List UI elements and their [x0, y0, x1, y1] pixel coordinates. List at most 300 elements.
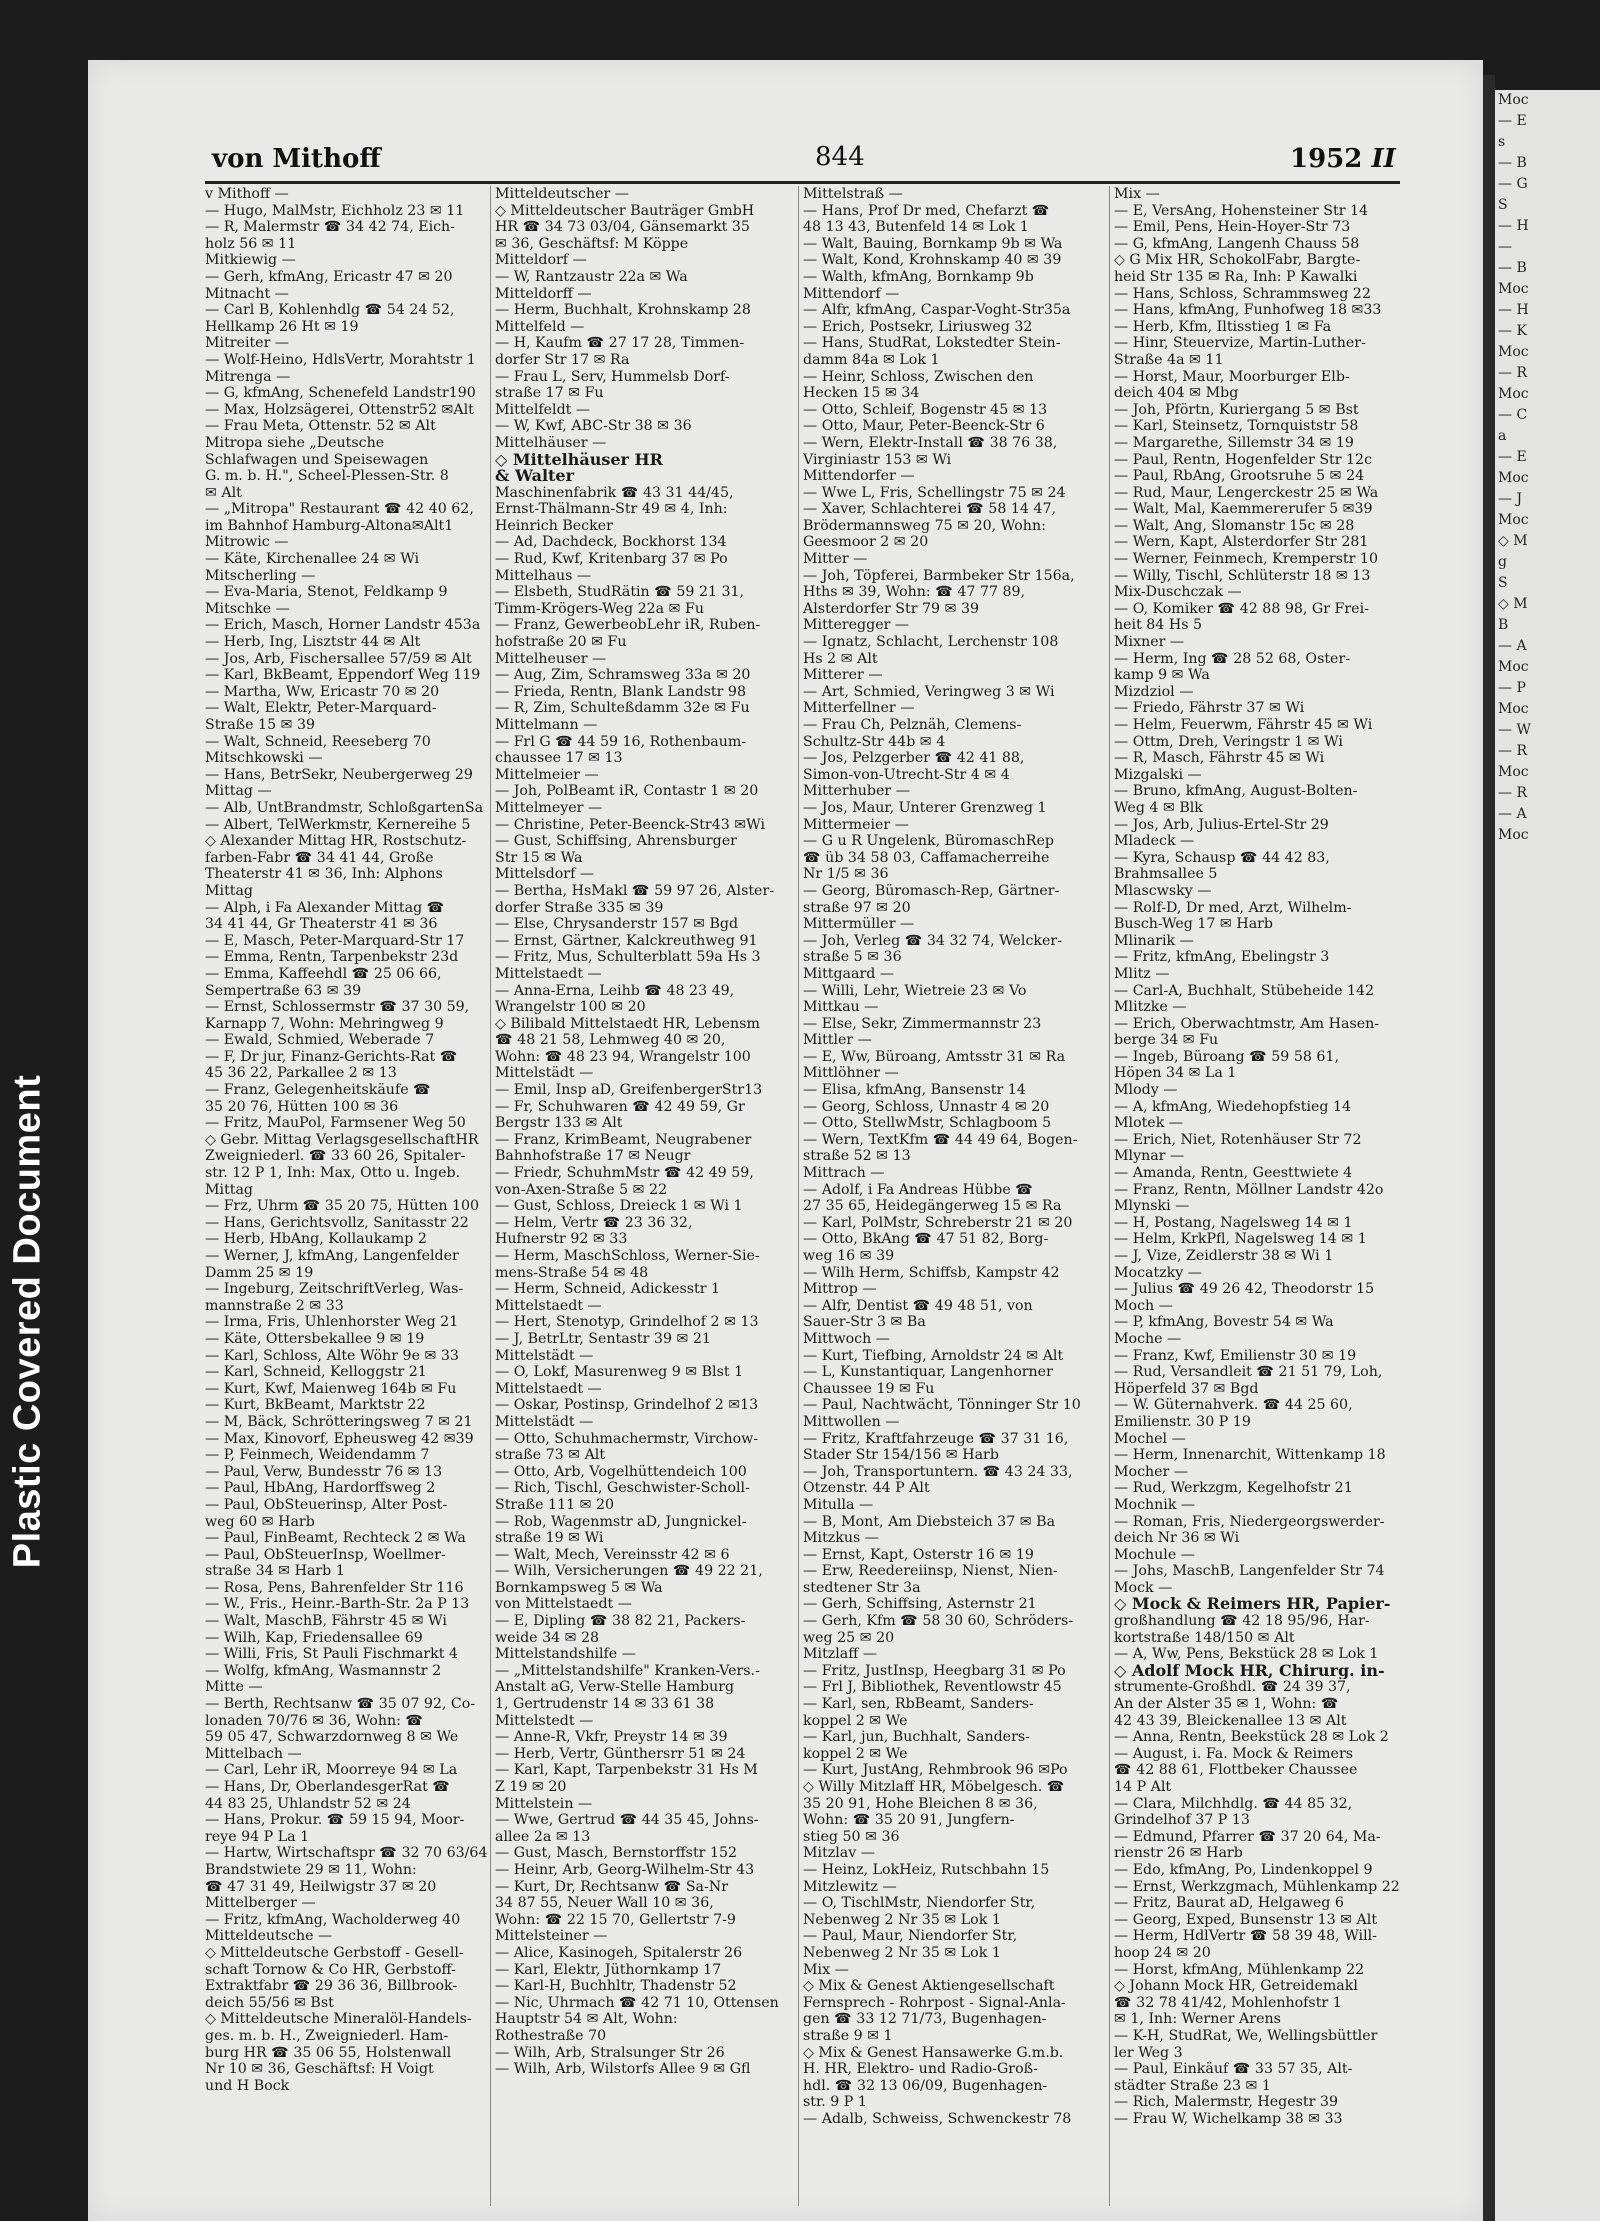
- directory-entry-line: — Heinr, Schloss, Zwischen den: [803, 368, 1034, 385]
- directory-entry-line: deich Nr 36 ✉ Wi: [1114, 1530, 1240, 1547]
- directory-entry-line: — Karl, sen, RbBeamt, Sanders-: [803, 1696, 1034, 1713]
- directory-entry-line: Mitnacht —: [205, 285, 289, 302]
- directory-entry-line: H. HR, Elektro- und Radio-Groß-: [803, 2061, 1038, 2078]
- directory-entry-line: — Gust, Masch, Bernstorffstr 152: [495, 1845, 738, 1862]
- directory-entry-line: Mizdziol —: [1114, 683, 1194, 700]
- directory-entry-line: — Amanda, Rentn, Geesttwiete 4: [1114, 1165, 1353, 1182]
- directory-entry-line: — Herb, HbAng, Kollaukamp 2: [205, 1231, 427, 1248]
- directory-entry-line: — Fr, Schuhwaren ☎ 42 49 59, Gr: [495, 1098, 745, 1115]
- directory-entry-line: — E, VersAng, Hohensteiner Str 14: [1114, 202, 1369, 219]
- directory-entry-line: Mocher —: [1114, 1463, 1189, 1480]
- directory-entry-line: hofstraße 20 ✉ Fu: [495, 634, 627, 651]
- side-label: [0, 920, 50, 1720]
- directory-entry-line: — Horst, kfmAng, Mühlenkamp 22: [1114, 1961, 1365, 1978]
- directory-entry-line: — Herm, Schneid, Adickesstr 1: [495, 1281, 721, 1298]
- directory-entry-line: — Erich, Postsekr, Liriusweg 32: [803, 318, 1033, 335]
- directory-entry-line: — Herb, Kfm, Iltisstieg 1 ✉ Fa: [1114, 318, 1332, 335]
- directory-entry-line: Mittrach —: [803, 1165, 885, 1182]
- directory-entry-line: ☎ 42 88 61, Flottbeker Chaussee: [1114, 1762, 1358, 1779]
- directory-entry-line: — G, kfmAng, Schenefeld Landstr190: [205, 385, 476, 402]
- directory-entry-line: im Bahnhof Hamburg-Altona✉Alt1: [205, 517, 454, 534]
- directory-entry-line: straße 19 ✉ Wi: [495, 1530, 604, 1547]
- directory-entry-line: — Max, Kinovorf, Epheusweg 42 ✉39: [205, 1430, 474, 1447]
- directory-entry-line: — Paul, Einkäuf ☎ 33 57 35, Alt-: [1114, 2061, 1353, 2078]
- directory-entry-line: Mizgalski —: [1114, 766, 1202, 783]
- directory-entry-line: Mittelfeld —: [495, 318, 585, 335]
- directory-entry-line: Mittelhäuser —: [495, 434, 607, 451]
- directory-entry-line: Mittler —: [803, 1032, 872, 1049]
- directory-entry-line: Str 15 ✉ Wa: [495, 849, 583, 866]
- directory-entry-line: — Walt, Schneid, Reeseberg 70: [205, 733, 431, 750]
- directory-entry-line: — Ernst, Werkzgmach, Mühlenkamp 22: [1114, 1878, 1400, 1895]
- directory-entry-line: — Ignatz, Schlacht, Lerchenstr 108: [803, 634, 1059, 651]
- directory-entry-line: weg 16 ✉ 39: [803, 1248, 895, 1264]
- next-page-fragment: — P: [1498, 680, 1526, 696]
- column-divider: [798, 186, 799, 2206]
- directory-entry-line: Chaussee 19 ✉ Fu: [803, 1380, 935, 1397]
- directory-entry-line: — Fritz, Mus, Schulterblatt 59a Hs 3: [495, 949, 761, 966]
- directory-entry-line: weide 34 ✉ 28: [495, 1629, 600, 1646]
- directory-entry-line: Mittendorf —: [803, 285, 900, 302]
- directory-entry-line: Mittelbach —: [205, 1745, 302, 1762]
- directory-entry-line: — Ewald, Schmied, Weberade 7: [205, 1032, 435, 1049]
- directory-entry-line: — Anna, Rentn, Beekstück 28 ✉ Lok 2: [1114, 1729, 1389, 1746]
- directory-entry-line: — August, i. Fa. Mock & Reimers: [1114, 1745, 1354, 1762]
- directory-entry-line: — Fritz, MauPol, Farmsener Weg 50: [205, 1115, 466, 1132]
- directory-entry-line: — Heinr, Arb, Georg-Wilhelm-Str 43: [495, 1861, 755, 1878]
- directory-entry-line: Mittag: [205, 1181, 254, 1198]
- directory-entry-line: — Frau L, Serv, Hummelsb Dorf-: [495, 368, 730, 385]
- directory-entry-line: Mittermeier —: [803, 816, 909, 833]
- directory-entry-line: — Otto, Arb, Vogelhüttendeich 100: [495, 1463, 747, 1480]
- directory-entry-line: Mitzlaff —: [803, 1646, 878, 1663]
- directory-entry-line: — Franz, Kwf, Emilienstr 30 ✉ 19: [1114, 1347, 1357, 1364]
- directory-entry-line: Mitkiewig —: [205, 252, 296, 269]
- directory-entry-line: — Otto, StellwMstr, Schlagboom 5: [803, 1115, 1052, 1132]
- directory-entry-line: — Kurt, Kwf, Maienweg 164b ✉ Fu: [205, 1380, 457, 1397]
- directory-entry-line: großhandlung ☎ 42 18 95/96, Har-: [1114, 1613, 1370, 1630]
- directory-entry-line: Heinrich Becker: [495, 517, 613, 534]
- directory-entry-line: städter Straße 23 ✉ 1: [1114, 2077, 1271, 2094]
- next-page-fragment: ◇ M: [1498, 533, 1528, 549]
- directory-entry-line: — Karl, BkBeamt, Eppendorf Weg 119: [205, 667, 481, 684]
- directory-entry-line: — Wern, Kapt, Alsterdorfer Str 281: [1114, 534, 1369, 551]
- directory-entry-line: straße 34 ✉ Harb 1: [205, 1563, 345, 1580]
- directory-entry-line: Mittelstaedt —: [495, 1380, 602, 1397]
- directory-entry-line: — Adolf, i Fa Andreas Hübbe ☎: [803, 1181, 1033, 1198]
- directory-entry-line: — H, Postang, Nagelsweg 14 ✉ 1: [1114, 1214, 1353, 1231]
- directory-entry-line: Mittelstein —: [495, 1795, 593, 1812]
- directory-entry-line: reye 94 P La 1: [205, 1828, 310, 1845]
- directory-entry-line: straße 52 ✉ 13: [803, 1148, 911, 1165]
- directory-entry-line: Mittelstandshilfe —: [495, 1646, 636, 1663]
- next-page-fragment: g: [1498, 554, 1507, 570]
- directory-entry-line: — Ingeb, Büroang ☎ 59 58 61,: [1114, 1048, 1339, 1065]
- directory-entry-line: — Fritz, kfmAng, Ebelingstr 3: [1114, 949, 1330, 966]
- directory-entry-line: Bornkampsweg 5 ✉ Wa: [495, 1579, 663, 1596]
- directory-entry-line: damm 84a ✉ Lok 1: [803, 351, 940, 368]
- directory-entry-line: — Elsbeth, StudRätin ☎ 59 21 31,: [495, 584, 745, 601]
- directory-entry-line: — Herm, Ing ☎ 28 52 68, Oster-: [1114, 650, 1351, 667]
- directory-entry-line: 45 36 22, Parkallee 2 ✉ 13: [205, 1065, 397, 1082]
- directory-entry-line: — Margarethe, Sillemstr 34 ✉ 19: [1114, 434, 1354, 451]
- directory-entry-line: deich 404 ✉ Mbg: [1114, 385, 1239, 402]
- directory-entry-line: — Otto, Maur, Peter-Beenck-Str 6: [803, 418, 1045, 435]
- directory-entry-line: Zweigniederl. ☎ 33 60 26, Spitaler-: [205, 1148, 466, 1165]
- directory-entry-line: — Frau W, Wichelkamp 38 ✉ 33: [1114, 2110, 1343, 2127]
- directory-entry-line: ✉ Alt: [205, 484, 242, 501]
- directory-entry-line: dorfer Straße 335 ✉ 39: [495, 899, 664, 916]
- directory-entry-line: — Alph, i Fa Alexander Mittag ☎: [205, 899, 445, 916]
- directory-entry-line: Ernst-Thälmann-Str 49 ✉ 4, Inh:: [495, 501, 728, 518]
- directory-entry-line: — Karl, Schloss, Alte Wöhr 9e ✉ 33: [205, 1347, 459, 1364]
- directory-entry-line: — O, Lokf, Masurenweg 9 ✉ Blst 1: [495, 1364, 744, 1381]
- directory-entry-line: — Fritz, Kraftfahrzeuge ☎ 37 31 16,: [803, 1430, 1069, 1447]
- directory-entry-line: — Ad, Dachdeck, Bockhorst 134: [495, 534, 727, 551]
- directory-entry-line: — Else, Sekr, Zimmermannstr 23: [803, 1015, 1042, 1032]
- directory-entry-line: — Wwe L, Fris, Schellingstr 75 ✉ 24: [803, 484, 1066, 501]
- directory-entry-line: — Willi, Lehr, Wietreie 23 ✉ Vo: [803, 982, 1027, 999]
- directory-entry-line: Höperfeld 37 ✉ Bgd: [1114, 1380, 1259, 1397]
- directory-entry-line: — Jos, Arb, Fischersallee 57/59 ✉ Alt: [205, 650, 472, 667]
- directory-entry-line: Mitschkowski —: [205, 750, 323, 767]
- directory-entry-line: Emilienstr. 30 P 19: [1114, 1413, 1251, 1430]
- directory-entry-line: straße 17 ✉ Fu: [495, 385, 604, 402]
- directory-entry-line: ◇ Gebr. Mittag VerlagsgesellschaftHR: [205, 1131, 479, 1148]
- directory-entry-line: Mix —: [803, 1961, 849, 1978]
- directory-entry-line: — E, Masch, Peter-Marquard-Str 17: [205, 932, 465, 949]
- directory-entry-line: — Walt, MaschB, Fährstr 45 ✉ Wi: [205, 1613, 447, 1630]
- directory-entry-line: Mittelfeldt —: [495, 401, 591, 418]
- directory-entry-line: 44 83 25, Uhlandstr 52 ✉ 24: [205, 1795, 411, 1812]
- directory-entry-line: — Käte, Ottersbekallee 9 ✉ 19: [205, 1330, 425, 1347]
- directory-entry-line: — Gerh, kfmAng, Ericastr 47 ✉ 20: [205, 268, 453, 285]
- directory-entry-line: — J, Vize, Zeidlerstr 38 ✉ Wi 1: [1114, 1248, 1334, 1264]
- directory-entry-line: stedtener Str 3a: [803, 1579, 921, 1596]
- directory-entry-line: ◇ Mitteldeutscher Bauträger GmbH: [495, 202, 755, 219]
- directory-entry-line: Maschinenfabrik ☎ 43 31 44/45,: [495, 484, 734, 501]
- directory-entry-line: — Franz, Rentn, Möllner Landstr 42o: [1114, 1181, 1384, 1198]
- directory-entry-line: Mittkau —: [803, 999, 879, 1016]
- directory-entry-line: — G, kfmAng, Langenh Chauss 58: [1114, 235, 1360, 252]
- directory-entry-line: Brandstwiete 29 ✉ 11, Wohn:: [205, 1861, 417, 1878]
- directory-entry-line: — Franz, GewerbeobLehr iR, Ruben-: [495, 617, 761, 634]
- directory-entry-line: ◇ Alexander Mittag HR, Rostschutz-: [205, 833, 467, 850]
- next-page-fragment: — R: [1498, 365, 1527, 381]
- directory-entry-line: ✉ 1, Inh: Werner Arens: [1114, 2011, 1281, 2028]
- directory-entry-line: — Fritz, kfmAng, Wacholderweg 40: [205, 1911, 461, 1928]
- directory-entry-line: — Edo, kfmAng, Po, Lindenkoppel 9: [1114, 1861, 1373, 1878]
- directory-entry-line: — Wolfg, kfmAng, Wasmannstr 2: [205, 1662, 442, 1679]
- directory-entry-line: weg 60 ✉ Harb: [205, 1513, 315, 1530]
- directory-entry-line: 35 20 91, Hohe Bleichen 8 ✉ 36,: [803, 1795, 1038, 1812]
- next-page-fragment: Moc: [1498, 827, 1529, 843]
- next-page-fragment: — W: [1498, 722, 1531, 738]
- page-number: 844: [815, 142, 865, 172]
- directory-entry-line: — R, Zim, Schulteßdamm 32e ✉ Fu: [495, 700, 750, 717]
- directory-entry-line: 34 87 55, Neuer Wall 10 ✉ 36,: [495, 1895, 714, 1912]
- next-page-fragment: Moc: [1498, 386, 1529, 402]
- directory-entry-line: Mittag —: [205, 783, 272, 800]
- directory-entry-line: — Joh, Verleg ☎ 34 32 74, Welcker-: [803, 932, 1062, 949]
- directory-entry-line: Brahmsallee 5: [1114, 866, 1218, 883]
- directory-entry-line: — Nic, Uhrmach ☎ 42 71 10, Ottensen: [495, 1994, 779, 2011]
- directory-entry-line: berge 34 ✉ Fu: [1114, 1032, 1219, 1049]
- directory-entry-line: — Franz, KrimBeamt, Neugrabener: [495, 1131, 752, 1148]
- directory-entry-line: — Wilh, Arb, Stralsunger Str 26: [495, 2044, 725, 2061]
- directory-entry-line: heid Str 135 ✉ Ra, Inh: P Kawalki: [1114, 268, 1358, 285]
- directory-entry-line: & Walter: [495, 468, 575, 485]
- directory-entry-line: Straße 111 ✉ 20: [495, 1496, 615, 1513]
- next-page-fragment: Moc: [1498, 92, 1529, 108]
- directory-entry-line: chaussee 17 ✉ 13: [495, 750, 623, 767]
- directory-entry-line: — Joh, PolBeamt iR, Contastr 1 ✉ 20: [495, 783, 759, 800]
- directory-entry-line: rienstr 26 ✉ Harb: [1114, 1845, 1243, 1862]
- directory-entry-line: Karnapp 7, Wohn: Mehringweg 9: [205, 1015, 444, 1032]
- directory-entry-line: hdl. ☎ 32 13 06/09, Bugenhagen-: [803, 2077, 1048, 2094]
- directory-entry-line: — K-H, StudRat, We, Wellingsbüttler: [1114, 2027, 1378, 2044]
- directory-column-2: [495, 186, 795, 2216]
- directory-entry-line: — Kurt, Tiefbing, Arnoldstr 24 ✉ Alt: [803, 1347, 1064, 1364]
- directory-entry-line: Moch —: [1114, 1297, 1173, 1314]
- directory-entry-line: — Hans, Prof Dr med, Chefarzt ☎: [803, 202, 1050, 219]
- book-gutter: [1483, 75, 1495, 2221]
- directory-entry-line: ☎ 32 78 41/42, Mohlenhofstr 1: [1114, 1994, 1342, 2011]
- directory-entry-line: 34 41 44, Gr Theaterstr 41 ✉ 36: [205, 916, 438, 933]
- directory-entry-line: — Carl, Lehr iR, Moorreye 94 ✉ La: [205, 1762, 458, 1779]
- directory-entry-line: — Bruno, kfmAng, August-Bolten-: [1114, 783, 1358, 800]
- next-page-fragment: — R: [1498, 743, 1527, 759]
- directory-entry-line: — Rich, Malermstr, Hegestr 39: [1114, 2094, 1338, 2111]
- directory-entry-line: — Johs, MaschB, Langenfelder Str 74: [1114, 1563, 1385, 1580]
- directory-entry-line: — Friedo, Fährstr 37 ✉ Wi: [1114, 700, 1305, 717]
- directory-entry-line: Theaterstr 41 ✉ 36, Inh: Alphons: [205, 866, 443, 883]
- directory-entry-line: — Carl-A, Buchhalt, Stübeheide 142: [1114, 982, 1375, 999]
- directory-entry-line: — Hans, BetrSekr, Neubergerweg 29: [205, 766, 473, 783]
- directory-entry-line: Mix —: [1114, 186, 1160, 202]
- directory-entry-line: Mitteldorff —: [495, 285, 592, 302]
- directory-entry-line: Nebenweg 2 Nr 35 ✉ Lok 1: [803, 1944, 1001, 1961]
- directory-entry-line: str. 12 P 1, Inh: Max, Otto u. Ingeb.: [205, 1165, 461, 1182]
- directory-entry-line: — Frieda, Rentn, Blank Landstr 98: [495, 683, 746, 700]
- directory-entry-line: Extraktfabr ☎ 29 36 36, Billbrook-: [205, 1978, 458, 1995]
- directory-entry-line: Mitterfellner —: [803, 700, 915, 717]
- directory-column-3: [803, 186, 1106, 2216]
- directory-entry-line: Simon-von-Utrecht-Str 4 ✉ 4: [803, 766, 1010, 783]
- directory-entry-line: — Heinz, LokHeiz, Rutschbahn 15: [803, 1861, 1050, 1878]
- directory-entry-line: — M, Bäck, Schrötteringsweg 7 ✉ 21: [205, 1413, 473, 1430]
- next-page-fragment: — J: [1498, 491, 1523, 507]
- directory-entry-line: Mitzlewitz —: [803, 1878, 897, 1895]
- directory-entry-line: — Helm, Vertr ☎ 23 36 32,: [495, 1214, 693, 1231]
- next-page-fragment: — K: [1498, 323, 1527, 339]
- directory-entry-line: — Wwe, Gertrud ☎ 44 35 45, Johns-: [495, 1812, 759, 1829]
- directory-entry-line: Z 19 ✉ 20: [495, 1779, 567, 1795]
- directory-entry-line: Rothestraße 70: [495, 2027, 607, 2044]
- directory-entry-line: Mittelmeyer —: [495, 799, 603, 816]
- directory-entry-line: — W. Güternahverk. ☎ 44 25 60,: [1114, 1397, 1353, 1414]
- directory-entry-line: — Max, Holzsägerei, Ottenstr52 ✉Alt: [205, 401, 474, 418]
- directory-entry-line: Mlinarik —: [1114, 932, 1194, 949]
- directory-entry-line: — Paul, Nachtwächt, Tönninger Str 10: [803, 1397, 1081, 1414]
- directory-entry-line: — Jos, Maur, Unterer Grenzweg 1: [803, 799, 1047, 816]
- directory-entry-line: — Alfr, Dentist ☎ 49 48 51, von: [803, 1297, 1033, 1314]
- directory-entry-line: Straße 4a ✉ 11: [1114, 351, 1224, 368]
- directory-entry-line: Mitter —: [803, 551, 868, 568]
- directory-entry-line: Mittelstaedt —: [495, 965, 602, 982]
- directory-entry-line: — Herm, HdlVertr ☎ 58 39 48, Will-: [1114, 1928, 1377, 1945]
- directory-entry-line: ☎ 47 31 49, Heilwigstr 37 ✉ 20: [205, 1878, 437, 1895]
- directory-entry-line: — Wolf-Heino, HdlsVertr, Morahtstr 1: [205, 351, 476, 368]
- column-divider: [490, 186, 491, 2206]
- directory-entry-line: 42 43 39, Bleickenallee 13 ✉ Alt: [1114, 1712, 1347, 1729]
- directory-entry-line: — Karl-H, Buchhltr, Thadenstr 52: [495, 1978, 737, 1995]
- directory-entry-line: ◇ Johann Mock HR, Getreidemakl: [1114, 1978, 1358, 1995]
- next-page-fragment: ◇ M: [1498, 596, 1528, 612]
- directory-entry-line: ler Weg 3: [1114, 2044, 1183, 2061]
- directory-entry-line: Mochel —: [1114, 1430, 1186, 1447]
- directory-entry-line: — W., Fris., Heinr.-Barth-Str. 2a P 13: [205, 1596, 470, 1613]
- directory-entry-line: Mitteregger —: [803, 617, 910, 634]
- directory-entry-line: Mitteldeutsche —: [205, 1928, 333, 1945]
- directory-entry-line: Mitterer —: [803, 667, 883, 684]
- directory-entry-line: Sempertraße 63 ✉ 39: [205, 982, 362, 999]
- directory-entry-line: Mitzlav —: [803, 1845, 875, 1862]
- directory-entry-line: — Jos, Pelzgerber ☎ 42 41 88,: [803, 750, 1025, 767]
- directory-entry-line: — Paul, FinBeamt, Rechteck 2 ✉ Wa: [205, 1530, 466, 1547]
- directory-entry-line: — Bertha, HsMakl ☎ 59 97 26, Alster-: [495, 882, 775, 899]
- directory-column-4: [1114, 186, 1404, 2216]
- next-page-fragment: — H: [1498, 218, 1529, 234]
- directory-entry-line: — Paul, HbAng, Hardorffsweg 2: [205, 1480, 436, 1497]
- directory-entry-line: — Herm, Buchhalt, Krohnskamp 28: [495, 302, 751, 319]
- directory-entry-line: — Rud, Versandleit ☎ 21 51 79, Loh,: [1114, 1364, 1383, 1381]
- directory-entry-line: — Willy, Tischl, Schlüterstr 18 ✉ 13: [1114, 567, 1371, 584]
- directory-entry-line: holz 56 ✉ 11: [205, 235, 297, 252]
- directory-entry-line: Mittelstedt —: [495, 1712, 594, 1729]
- directory-entry-line: Mittelstraß —: [803, 186, 903, 202]
- directory-entry-line: — Franz, Gelegenheitskäufe ☎: [205, 1082, 431, 1099]
- directory-entry-line: hoop 24 ✉ 20: [1114, 1944, 1211, 1961]
- directory-entry-line: — R, Malermstr ☎ 34 42 74, Eich-: [205, 219, 455, 236]
- next-page-fragment: Moc: [1498, 764, 1529, 780]
- directory-entry-line: — Kurt, Dr, Rechtsanw ☎ Sa-Nr: [495, 1878, 728, 1895]
- next-page-fragment: — A: [1498, 638, 1527, 654]
- directory-entry-line: — Fritz, Baurat aD, Helgaweg 6: [1114, 1895, 1344, 1912]
- directory-entry-line: — Paul, Verw, Bundesstr 76 ✉ 13: [205, 1463, 443, 1480]
- directory-entry-line: — Paul, RbAng, Grootsruhe 5 ✉ 24: [1114, 468, 1365, 485]
- directory-entry-line: Mitterhuber —: [803, 783, 910, 800]
- directory-entry-line: Mochule —: [1114, 1546, 1195, 1563]
- directory-entry-line: mens-Straße 54 ✉ 48: [495, 1264, 649, 1281]
- next-page-fragment: — H: [1498, 302, 1529, 318]
- directory-entry-line: — B, Mont, Am Diebsteich 37 ✉ Ba: [803, 1513, 1056, 1530]
- directory-entry-line: — Herm, MaschSchloss, Werner-Sie-: [495, 1248, 760, 1264]
- directory-entry-line: 35 20 76, Hütten 100 ✉ 36: [205, 1098, 399, 1115]
- directory-entry-line: ◇ Bilibald Mittelstaedt HR, Lebensm: [495, 1015, 760, 1032]
- directory-entry-line: Mlotek —: [1114, 1115, 1183, 1132]
- directory-entry-line: — Paul, Rentn, Hogenfelder Str 12c: [1114, 451, 1373, 468]
- directory-entry-line: kortstraße 148/150 ✉ Alt: [1114, 1629, 1295, 1646]
- directory-entry-line: heit 84 Hs 5: [1114, 617, 1203, 634]
- directory-entry-line: — „Mitropa" Restaurant ☎ 42 40 62,: [205, 501, 474, 518]
- directory-entry-line: — Walth, kfmAng, Bornkamp 9b: [803, 268, 1034, 285]
- directory-entry-line: — Georg, Büromasch-Rep, Gärtner-: [803, 882, 1060, 899]
- directory-entry-line: Mittag: [205, 882, 254, 899]
- directory-entry-line: — Art, Schmied, Veringweg 3 ✉ Wi: [803, 683, 1055, 700]
- directory-entry-line: HR ☎ 34 73 03/04, Gänsemarkt 35: [495, 219, 750, 236]
- directory-entry-line: Mixner —: [1114, 634, 1185, 651]
- directory-entry-line: straße 5 ✉ 36: [803, 949, 902, 966]
- directory-entry-line: — Martha, Ww, Ericastr 70 ✉ 20: [205, 683, 440, 700]
- next-page-fragment: Moc: [1498, 281, 1529, 297]
- directory-entry-line: Mittendorfer —: [803, 468, 915, 485]
- directory-entry-line: — Rolf-D, Dr med, Arzt, Wilhelm-: [1114, 899, 1352, 916]
- directory-entry-line: Schlafwagen und Speisewagen: [205, 451, 429, 468]
- directory-entry-line: — G u R Ungelenk, BüromaschRep: [803, 833, 1054, 850]
- directory-entry-line: Grindelhof 37 P 13: [1114, 1812, 1250, 1829]
- directory-entry-line: — Gerh, Kfm ☎ 58 30 60, Schröders-: [803, 1613, 1074, 1630]
- directory-entry-line: koppel 2 ✉ We: [803, 1745, 908, 1762]
- directory-entry-line: ◇ Mix & Genest Hansawerke G.m.b.: [803, 2044, 1064, 2061]
- directory-entry-line: — Gust, Schiffsing, Ahrensburger: [495, 833, 737, 850]
- directory-entry-line: — Clara, Milchhdlg. ☎ 44 85 32,: [1114, 1795, 1353, 1812]
- page-header: [120, 138, 1400, 180]
- directory-entry-line: von-Axen-Straße 5 ✉ 22: [495, 1181, 668, 1198]
- next-page-fragment: Moc: [1498, 701, 1529, 717]
- directory-entry-line: Nr 1/5 ✉ 36: [803, 866, 889, 883]
- directory-entry-line: — Karl, Steinsetz, Tornquiststr 58: [1114, 418, 1359, 435]
- directory-entry-line: Virginiastr 153 ✉ Wi: [803, 451, 952, 468]
- directory-entry-line: Mittelberger —: [205, 1895, 316, 1912]
- directory-entry-line: Mittelstädt —: [495, 1347, 594, 1364]
- directory-entry-line: — Ottm, Dreh, Veringstr 1 ✉ Wi: [1114, 733, 1343, 750]
- directory-entry-line: — Irma, Fris, Uhlenhorster Weg 21: [205, 1314, 459, 1331]
- directory-entry-line: gen ☎ 33 12 71/73, Bugenhagen-: [803, 2011, 1047, 2028]
- directory-entry-line: — Hartw, Wirtschaftspr ☎ 32 70 63/64: [205, 1845, 487, 1862]
- directory-entry-line: — Hans, Prokur. ☎ 59 15 94, Moor-: [205, 1812, 465, 1829]
- directory-entry-line: Mittwollen —: [803, 1413, 900, 1430]
- directory-entry-line: Schultz-Str 44b ✉ 4: [803, 733, 946, 750]
- directory-entry-line: — Edmund, Pfarrer ☎ 37 20 64, Ma-: [1114, 1828, 1381, 1845]
- directory-entry-line: Mittelheuser —: [495, 650, 607, 667]
- directory-entry-line: — Wilh Herm, Schiffsb, Kampstr 42: [803, 1264, 1060, 1281]
- directory-entry-line: Alsterdorfer Str 79 ✉ 39: [803, 600, 980, 617]
- directory-entry-line: — F, Dr jur, Finanz-Gerichts-Rat ☎: [205, 1048, 458, 1065]
- directory-entry-line: — Kurt, BkBeamt, Marktstr 22: [205, 1397, 426, 1414]
- directory-entry-line: Mitreiter —: [205, 335, 290, 352]
- next-page-fragment: — A: [1498, 806, 1527, 822]
- next-page-fragment: Moc: [1498, 512, 1529, 528]
- directory-entry-line: — Georg, Schloss, Unnastr 4 ✉ 20: [803, 1098, 1050, 1115]
- directory-entry-line: lonaden 70/76 ✉ 36, Wohn: ☎: [205, 1712, 424, 1729]
- directory-entry-line: — Walt, Mal, Kaemmererufer 5 ✉39: [1114, 501, 1373, 518]
- directory-entry-line: Mittelsdorf —: [495, 866, 595, 883]
- directory-entry-line: — Paul, ObSteuerinsp, Alter Post-: [205, 1496, 448, 1513]
- directory-entry-line: Mlascwsky —: [1114, 882, 1212, 899]
- directory-entry-line: — Hans, Dr, OberlandesgerRat ☎: [205, 1779, 450, 1795]
- directory-entry-line: Mittrop —: [803, 1281, 877, 1298]
- directory-entry-line: — E, Ww, Büroang, Amtsstr 31 ✉ Ra: [803, 1048, 1066, 1065]
- directory-entry-line: Mocatzky —: [1114, 1264, 1202, 1281]
- directory-entry-line: ☎ 48 21 58, Lehmweg 40 ✉ 20,: [495, 1032, 726, 1049]
- next-page-fragment: — E: [1498, 449, 1527, 465]
- directory-entry-line: — Else, Chrysanderstr 157 ✉ Bgd: [495, 916, 739, 933]
- directory-entry-line: — Frl J, Bibliothek, Reventlowstr 45: [803, 1679, 1062, 1696]
- directory-entry-line: — P, Feinmech, Weidendamm 7: [205, 1447, 430, 1464]
- directory-entry-line: — Walt, Bauing, Bornkamp 9b ✉ Wa: [803, 235, 1063, 252]
- directory-entry-line: Brödermannsweg 75 ✉ 20, Wohn:: [803, 517, 1046, 534]
